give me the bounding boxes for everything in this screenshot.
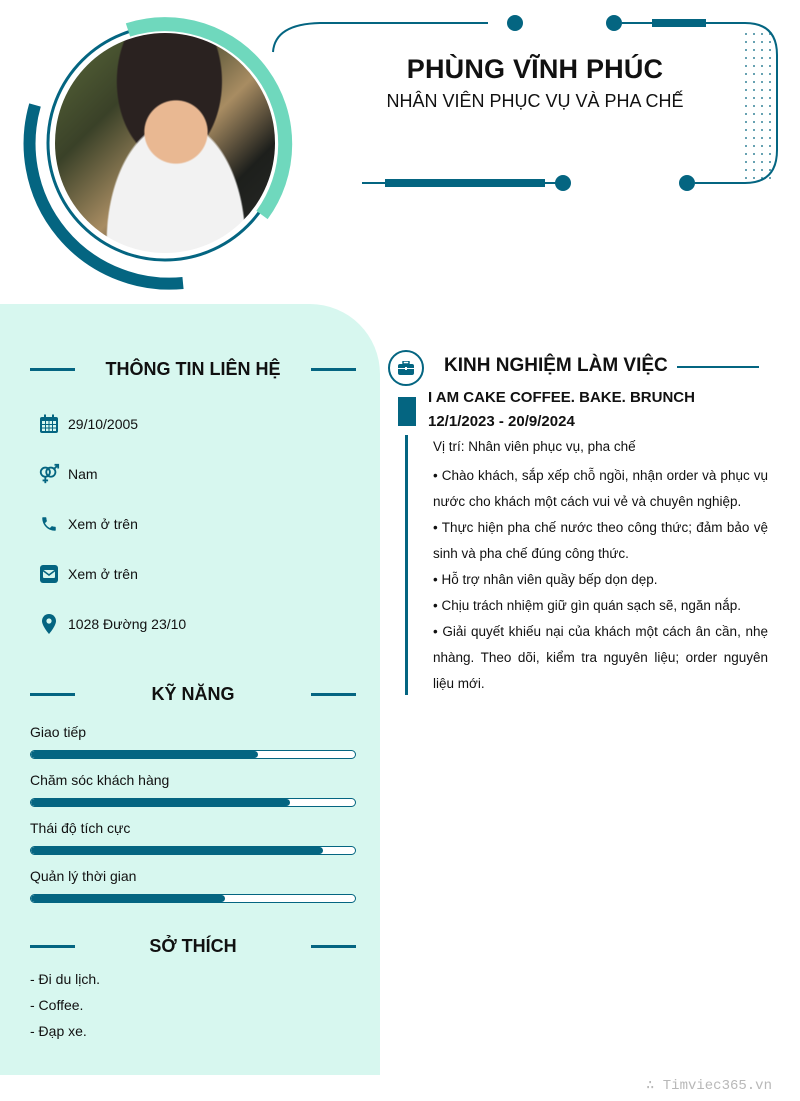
contact-section-header <box>30 354 356 384</box>
email-icon <box>38 563 60 585</box>
watermark: ∴ Timviec365.vn <box>645 1078 772 1094</box>
skill-bar <box>30 846 356 855</box>
skill-bar-fill <box>31 799 290 806</box>
duty-item: • Thực hiện pha chế nước theo công thức; đảm bảo vệ sinh và pha chế đúng công thức. <box>433 520 768 561</box>
job-title: NHÂN VIÊN PHỤC VỤ VÀ PHA CHẾ <box>386 91 684 111</box>
profile-photo <box>55 33 275 253</box>
skill-bar-fill <box>31 847 323 854</box>
duty-item: • Hỗ trợ nhân viên quầy bếp dọn dẹp. <box>433 572 658 587</box>
skill-item <box>30 820 356 855</box>
duty-item: • Chào khách, sắp xếp chỗ ngồi, nhận order và phục vụ nước cho khách một cách vui vẻ và chuyên nghiệp. <box>433 468 768 509</box>
divider <box>311 368 356 371</box>
hobby-item: - Đạp xe. <box>30 1023 87 1039</box>
contact-email <box>38 563 138 585</box>
divider <box>311 945 356 948</box>
address-value: 1028 Đường 23/10 <box>68 616 187 632</box>
skill-label: Giao tiếp <box>30 724 87 740</box>
email-value: Xem ở trên <box>68 566 138 582</box>
divider <box>311 693 356 696</box>
candidate-name: PHÙNG VĨNH PHÚC <box>406 54 664 84</box>
hobbies-section-header <box>30 931 356 961</box>
skill-label: Quản lý thời gian <box>30 868 137 884</box>
skill-label: Thái độ tích cực <box>30 820 131 836</box>
hobby-item: - Coffee. <box>30 997 84 1013</box>
phone-icon <box>38 513 60 535</box>
employment-period: 12/1/2023 - 20/9/2024 <box>428 413 575 430</box>
gender-icon <box>38 463 60 485</box>
skill-bar <box>30 750 356 759</box>
contact-address <box>38 613 186 635</box>
skill-bar-fill <box>31 895 225 902</box>
skill-bar <box>30 894 356 903</box>
location-icon <box>38 613 60 635</box>
divider <box>30 945 75 948</box>
timeline-marker <box>398 397 416 426</box>
job-duties <box>433 463 768 697</box>
skill-label: Chăm sóc khách hàng <box>30 772 170 788</box>
phone-value: Xem ở trên <box>68 516 138 532</box>
divider <box>30 693 75 696</box>
briefcase-icon <box>388 350 424 386</box>
skill-bar-fill <box>31 751 258 758</box>
skill-item <box>30 724 356 759</box>
contact-phone <box>38 513 138 535</box>
section-title: KỸ NĂNG <box>151 683 235 704</box>
skill-item <box>30 772 356 807</box>
contact-gender <box>38 463 98 485</box>
experience-section-title: KINH NGHIỆM LÀM VIỆC <box>444 355 668 376</box>
duty-item: • Chịu trách nhiệm giữ gìn quán sạch sẽ, ngăn nắp. <box>433 598 741 613</box>
section-title: THÔNG TIN LIÊN HỆ <box>105 358 281 379</box>
duty-item: • Giải quyết khiếu nại của khách một cách ân cần, nhẹ nhàng. Theo dõi, kiểm tra nguyên liệu; order nguyên liệu mới. <box>433 624 768 691</box>
contact-birthday <box>38 413 138 435</box>
divider <box>30 368 75 371</box>
section-title: SỞ THÍCH <box>149 935 237 956</box>
hobby-item: - Đi du lịch. <box>30 971 101 987</box>
skill-item <box>30 868 356 903</box>
skill-bar <box>30 798 356 807</box>
skills-section-header <box>30 679 356 709</box>
gender-value: Nam <box>68 466 98 482</box>
calendar-icon <box>38 413 60 435</box>
job-position: Vị trí: Nhân viên phục vụ, pha chế <box>433 439 636 454</box>
timeline-line <box>405 435 408 695</box>
birthday-value: 29/10/2005 <box>68 416 139 432</box>
divider <box>677 366 759 368</box>
company-name: I AM CAKE COFFEE. BAKE. BRUNCH <box>428 389 695 406</box>
